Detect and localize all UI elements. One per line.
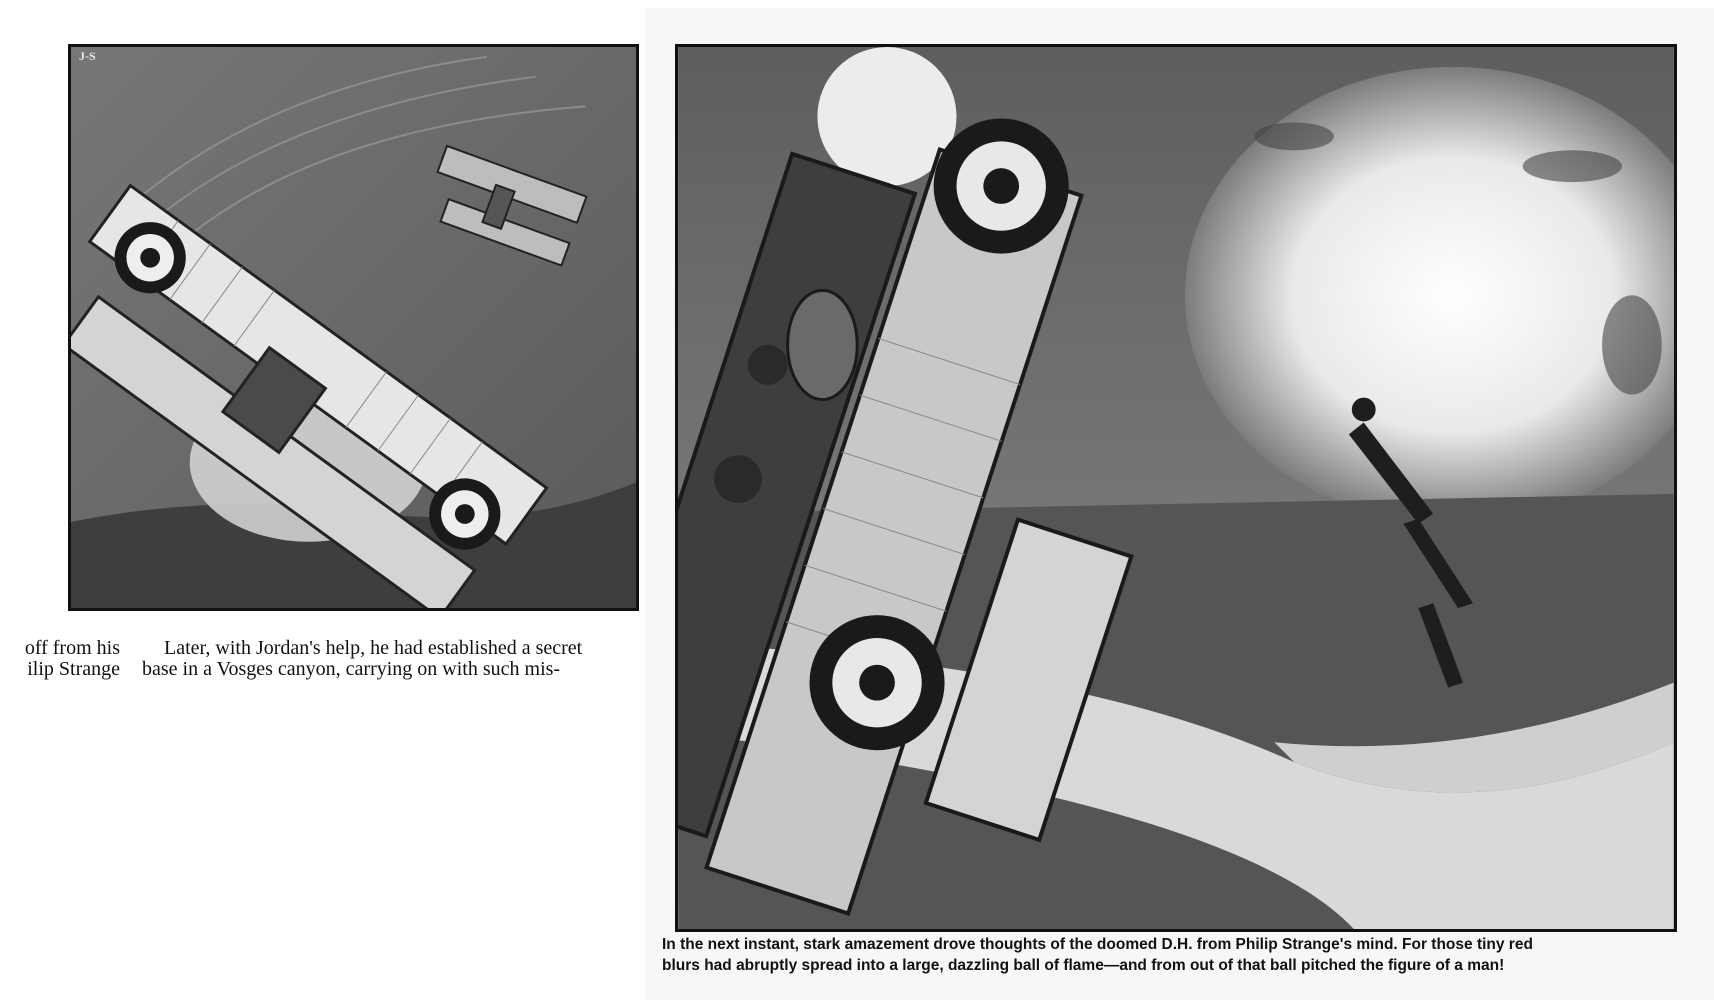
roundel-icon (934, 119, 1069, 254)
left-illustration-art (71, 47, 636, 608)
left-column-text (0, 638, 120, 682)
text-line: Later, with Jordan's help, he had established a secret (164, 638, 583, 659)
left-illustration (68, 44, 639, 611)
right-column-text (142, 638, 640, 682)
roundel-icon (115, 222, 186, 293)
artist-signature: J-S (79, 49, 96, 63)
caption-line: blurs had abruptly spread into a large, dazzling ball of flame—and from out of that ball pitched the figure of a man! (662, 957, 1505, 974)
text-line: off from his (24, 638, 120, 659)
right-illustration-art (678, 47, 1674, 929)
text-line: ilip Strange (27, 658, 120, 680)
right-illustration (675, 44, 1677, 932)
illustration-caption (662, 934, 1670, 976)
caption-line: In the next instant, stark amazement drove thoughts of the doomed D.H. from Philip Strange's mind. For those tiny red (662, 936, 1533, 953)
text-line: base in a Vosges canyon, carrying on with such mis- (142, 658, 561, 680)
